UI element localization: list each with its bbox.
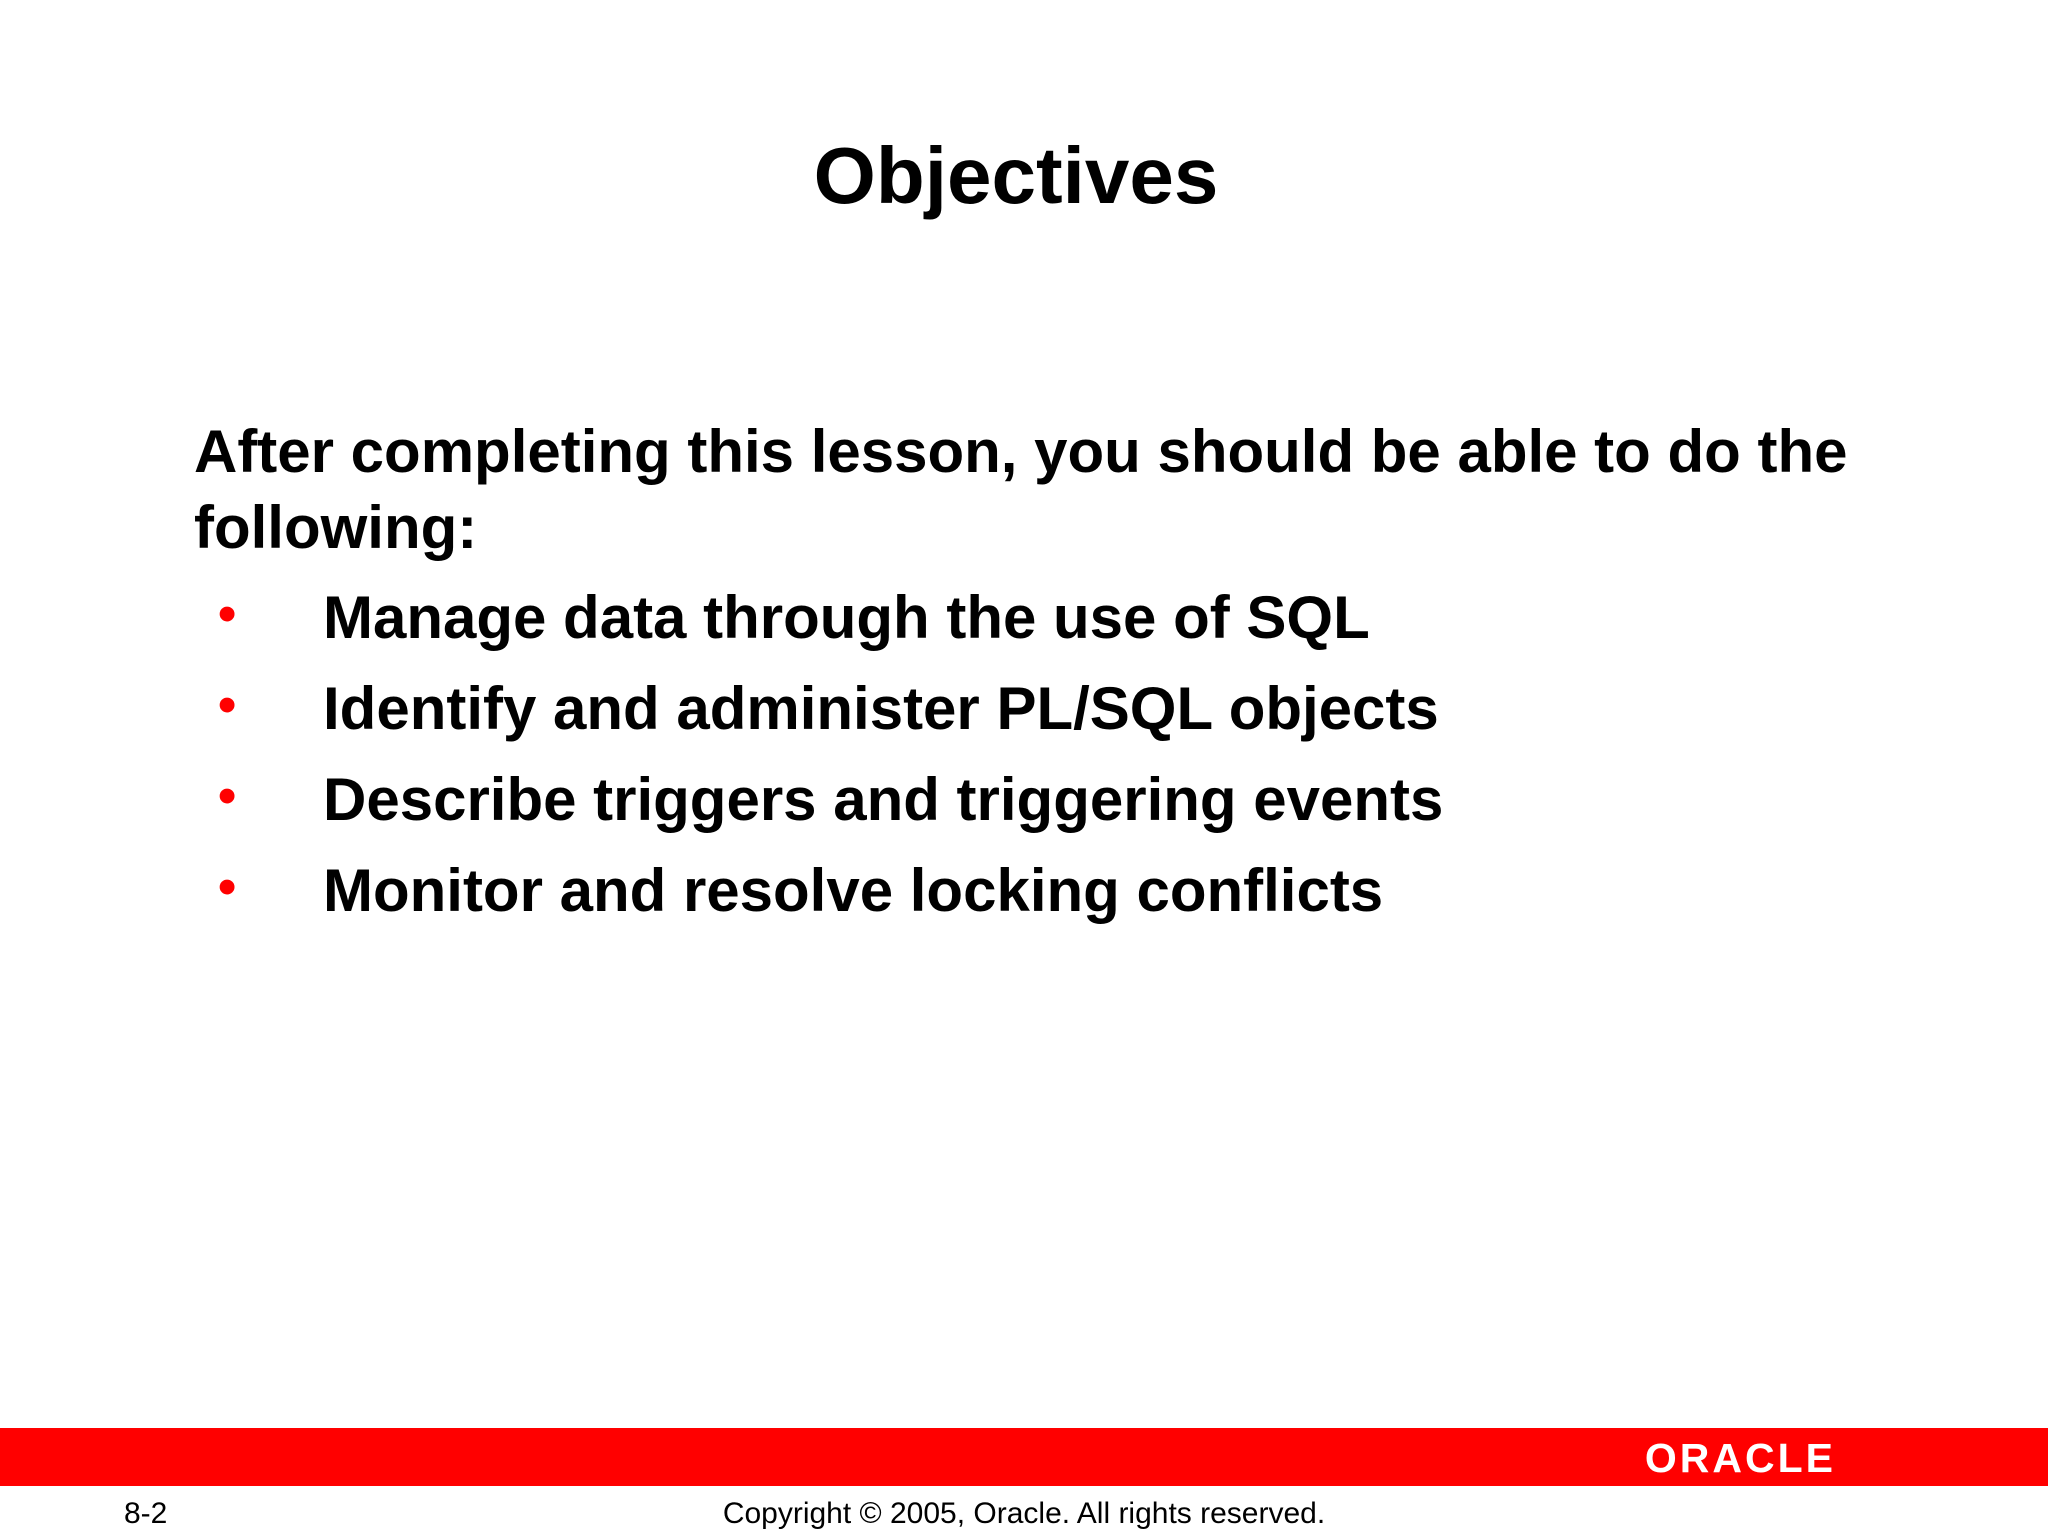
objective-text: Monitor and resolve locking conflicts xyxy=(323,857,1384,924)
objective-text: Describe triggers and triggering events xyxy=(323,766,1444,833)
bullet-icon: • xyxy=(218,676,237,734)
objective-text: Identify and administer PL/SQL objects xyxy=(323,675,1439,742)
objective-text: Manage data through the use of SQL xyxy=(323,584,1370,651)
intro-text: After completing this lesson, you should be able to do the following: xyxy=(194,418,1848,561)
page-number: 8-2 xyxy=(124,1497,168,1530)
bullet-icon: • xyxy=(218,767,237,825)
copyright-notice: Copyright © 2005, Oracle. All rights reserved. xyxy=(722,1497,1326,1530)
bullet-icon: • xyxy=(218,858,237,916)
objective-item xyxy=(0,853,2048,944)
slide-title: Objectives xyxy=(813,131,1219,220)
objective-item xyxy=(0,671,2048,762)
bullet-icon: • xyxy=(218,585,237,643)
oracle-logo: ORACLE xyxy=(1644,1435,1836,1481)
objective-item xyxy=(0,762,2048,853)
objective-item xyxy=(0,580,2048,671)
objectives-list xyxy=(0,580,2048,944)
